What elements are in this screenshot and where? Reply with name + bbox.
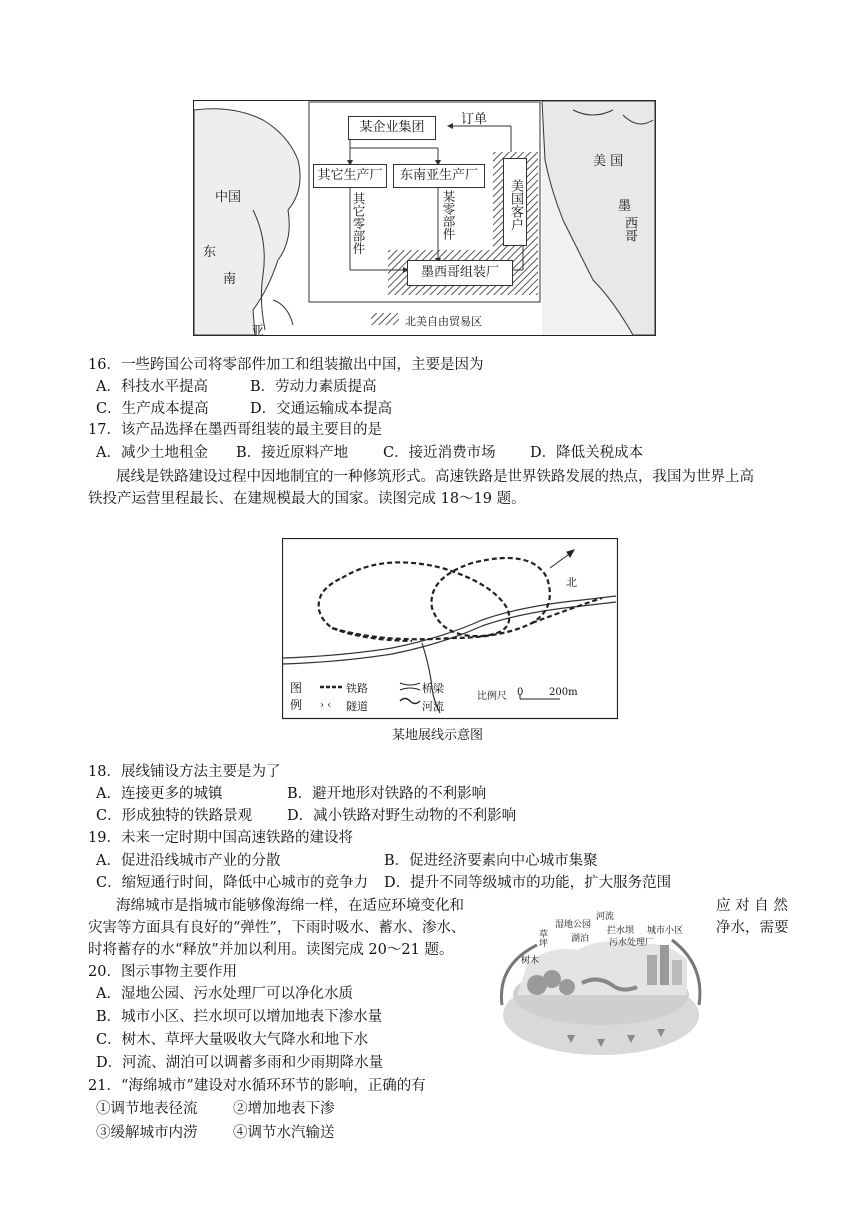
legend-tunnel: 隧道: [346, 700, 368, 713]
q16-option-b: B．劳动力素质提高: [250, 379, 377, 395]
map-label-dong: 东: [203, 245, 217, 260]
q18-stem: 18．展线铺设方法主要是为了: [88, 764, 281, 780]
q18-option-d: D．减小铁路对野生动物的不利影响: [287, 808, 517, 824]
legend-title-li: 例: [290, 698, 303, 712]
order-label: 订单: [461, 112, 488, 127]
q16-stem: 16．一些跨国公司将零部件加工和组装撤出中国，主要是因为: [88, 357, 484, 373]
sponge-label-tree: 树木: [521, 956, 540, 966]
supply-chain-figure: [193, 100, 656, 339]
q18-option-a: A．连接更多的城镇: [96, 786, 223, 802]
map-label-xige: 西哥: [622, 216, 637, 242]
sponge-label-wetland: 湿地公园: [555, 920, 592, 930]
enterprise-group-box: 某企业集团: [348, 116, 436, 140]
q16-option-d: D．交通运输成本提高: [250, 401, 393, 417]
svg-text:› ‹: › ‹: [320, 700, 332, 711]
map-label-nan: 南: [223, 272, 237, 287]
intro-20-line2b: 净水，需要: [716, 920, 789, 936]
q20-option-a: A．湿地公园、污水处理厂可以净化水质: [96, 986, 353, 1002]
q17-stem: 17．该产品选择在墨西哥组装的最主要目的是: [88, 422, 382, 438]
legend-railway: 铁路: [346, 682, 368, 695]
sponge-city-figure: [497, 905, 707, 1065]
sponge-label-sewage: 污水处理厂: [609, 938, 655, 948]
q17-option-a: A．减少土地租金: [96, 445, 208, 461]
nafta-legend-label: 北美自由贸易区: [405, 315, 482, 328]
legend-bridge: 桥梁: [422, 682, 444, 695]
q18-option-b: B．避开地形对铁路的不利影响: [287, 786, 487, 802]
q19-stem: 19．未来一定时期中国高速铁路的建设将: [88, 830, 353, 846]
q19-option-d: D．提升不同等级城市的功能，扩大服务范围: [384, 875, 672, 891]
north-label: 北: [566, 576, 577, 589]
q20-option-c: C．树木、草坪大量吸收大气降水和地下水: [96, 1032, 369, 1048]
q20-option-d: D．河流、湖泊可以调蓄多雨和少雨期降水量: [96, 1055, 384, 1071]
sea-factory-box: 东南亚生产厂: [393, 164, 485, 188]
map-label-china: 中国: [215, 190, 242, 205]
q17-option-b: B．接近原料产地: [236, 445, 349, 461]
intro-18-line1: 展线是铁路建设过程中因地制宜的一种修筑形式。高速铁路是世界铁路发展的热点，我国为世界上高: [116, 469, 754, 485]
q20-option-b: B．城市小区、拦水坝可以增加地表下渗水量: [96, 1009, 383, 1025]
q19-option-a: A．促进沿线城市产业的分散: [96, 853, 281, 869]
scale-zero: 0: [517, 687, 524, 698]
mexico-factory-box: 墨西哥组装厂: [407, 260, 513, 286]
intro-20-line2a: 灾害等方面具有良好的“弹性”，下雨时吸水、蓄水、渗水、: [88, 920, 466, 936]
map-label-usa: 美 国: [593, 154, 624, 169]
sponge-label-dam: 拦水坝: [607, 926, 635, 936]
intro-18-line2: 铁投产运营里程最长、在建规模最大的国家。读图完成 18～19 题。: [88, 491, 526, 507]
q17-option-c: C．接近消费市场: [383, 445, 496, 461]
q21-option-2: ②增加地表下渗: [233, 1101, 335, 1117]
sponge-label-lake: 湖泊: [571, 934, 590, 944]
q19-option-b: B．促进经济要素向中心城市集聚: [384, 853, 598, 869]
legend-river: 河流: [422, 700, 444, 713]
figure-caption: 某地展线示意图: [392, 728, 484, 743]
q21-stem: 21．“海绵城市”建设对水循环环节的影响，正确的有: [88, 1078, 426, 1094]
spiral-railway-figure: [282, 538, 618, 750]
q16-option-c: C．生产成本提高: [96, 401, 209, 417]
intro-20-line1a: 海绵城市是指城市能够像海绵一样，在适应环境变化和: [116, 898, 464, 914]
map-label-mo: 墨: [618, 199, 632, 214]
scale-label: 比例尺: [477, 691, 507, 702]
sponge-label-lawn: 草坪: [537, 929, 547, 947]
sponge-label-river: 河流: [596, 912, 615, 922]
q16-option-a: A．科技水平提高: [96, 379, 208, 395]
q20-stem: 20．图示事物主要作用: [88, 964, 237, 980]
legend-title-tu: 图: [290, 681, 303, 695]
intro-20-line3: 时将蓄存的水“释放”并加以利用。读图完成 20～21 题。: [88, 942, 454, 958]
other-factory-box: 其它生产厂: [313, 164, 387, 188]
other-parts-label: 其它零部件: [351, 192, 366, 255]
map-label-ya: 亚: [251, 324, 265, 339]
intro-20-line1b: 应 对 自 然: [716, 898, 788, 914]
q18-option-c: C．形成独特的铁路景观: [96, 808, 253, 824]
q21-option-4: ④调节水汽输送: [233, 1125, 335, 1141]
us-client-box: 美国客户: [503, 158, 527, 246]
q17-option-d: D．降低关税成本: [530, 445, 644, 461]
q19-option-c: C．缩短通行时间，降低中心城市的竞争力: [96, 875, 369, 891]
some-parts-label: 某零部件: [441, 190, 456, 240]
q21-option-3: ③缓解城市内涝: [96, 1125, 198, 1141]
sponge-label-community: 城市小区: [647, 926, 684, 936]
scale-200m: 200m: [549, 687, 578, 698]
q21-option-1: ①调节地表径流: [96, 1101, 198, 1117]
